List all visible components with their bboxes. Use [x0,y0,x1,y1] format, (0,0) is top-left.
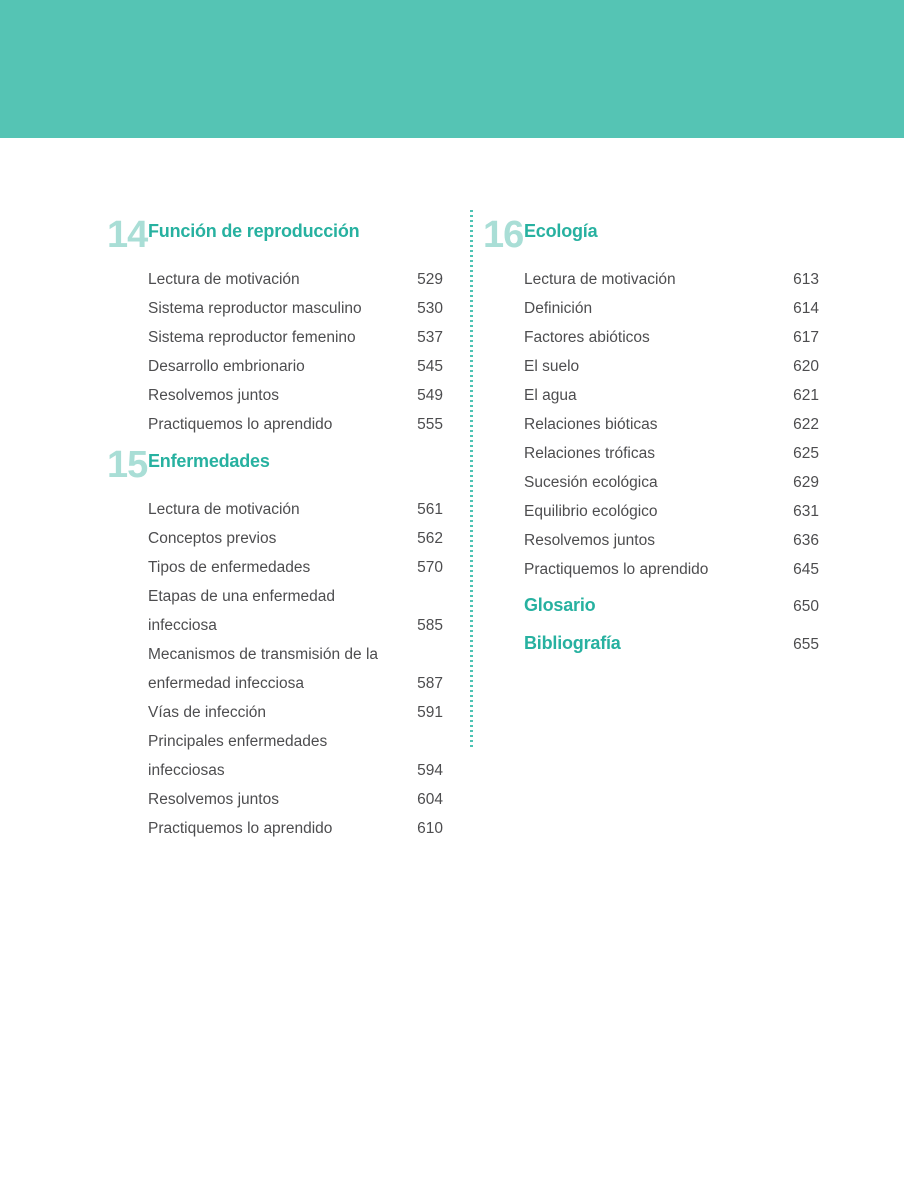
chapter-title: Ecología [524,221,598,241]
toc-entry [148,323,443,352]
entry-page: 645 [793,561,819,578]
entry-label: Conceptos previos [148,530,277,547]
entry-label: Lectura de motivación [148,501,300,518]
entry-page: 530 [417,300,443,317]
chapter-header [483,214,819,256]
entry-page: 562 [417,530,443,547]
entry-label: Lectura de motivación [524,271,676,288]
section-page: 655 [793,636,819,653]
entry-label: Resolvemos juntos [148,791,279,808]
entry-label: Equilibrio ecológico [524,503,658,520]
entry-label: Sistema reproductor masculino [148,300,362,317]
chapter-number: 16 [483,214,524,256]
entry-label: Lectura de motivación [148,271,300,288]
chapter-15-section [107,444,443,843]
chapter-title: Función de reproducción [148,221,360,241]
column-divider [470,210,473,750]
chapter-entries [483,265,819,584]
toc-entry [524,526,819,555]
entry-page: 621 [793,387,819,404]
toc-entry [524,439,819,468]
chapter-number: 15 [107,444,148,486]
entry-page: 631 [793,503,819,520]
entry-label: Practiquemos lo aprendido [148,820,333,837]
chapter-entries [107,495,443,843]
entry-page: 585 [417,617,443,634]
toc-entry [524,323,819,352]
toc-entry [148,553,443,582]
entry-page: 537 [417,329,443,346]
entry-label: Desarrollo embrionario [148,358,305,375]
entry-label: Relaciones bióticas [524,416,658,433]
chapter-title: Enfermedades [148,451,270,471]
entry-page: 613 [793,271,819,288]
entry-page: 545 [417,358,443,375]
chapter-entries [107,265,443,439]
entry-page: 591 [417,704,443,721]
toc-entry [524,468,819,497]
toc-entry [524,555,819,584]
entry-page: 614 [793,300,819,317]
toc-entry [524,381,819,410]
toc-entry [148,814,443,843]
entry-label: Resolvemos juntos [524,532,655,549]
entry-label: Definición [524,300,593,317]
toc-entry [148,640,443,698]
toc-entry [148,381,443,410]
entry-label: Factores abióticos [524,329,650,346]
toc-right-column [483,214,819,670]
section-title: Glosario [524,595,596,615]
toc-entry [524,352,819,381]
toc-entry [148,698,443,727]
entry-label: Resolvemos juntos [148,387,279,404]
entry-label: Sistema reproductor femenino [148,329,356,346]
toc-entry [524,294,819,323]
bibliografia-row [524,632,819,656]
section-title: Bibliografía [524,633,621,653]
entry-page: 636 [793,532,819,549]
toc-entry [148,785,443,814]
entry-page: 620 [793,358,819,375]
glosario-row [524,594,819,618]
entry-label: Sucesión ecológica [524,474,658,491]
entry-page: 604 [417,791,443,808]
entry-page: 629 [793,474,819,491]
chapter-14-section [107,214,443,439]
entry-label: Practiquemos lo aprendido [148,416,333,433]
entry-label: Relaciones tróficas [524,445,655,462]
toc-entry [148,294,443,323]
entry-page: 529 [417,271,443,288]
entry-page: 594 [417,762,443,779]
toc-entry [148,727,443,785]
chapter-16-section [483,214,819,584]
toc-entry [148,410,443,439]
toc-entry [524,410,819,439]
chapter-header [107,444,443,486]
header-band [0,0,904,138]
toc-entry [148,524,443,553]
entry-label: Vías de infección [148,704,267,721]
chapter-number: 14 [107,214,148,256]
entry-page: 555 [417,416,443,433]
entry-page: 625 [793,445,819,462]
entry-label: Tipos de enfermedades [148,559,311,576]
entry-page: 561 [417,501,443,518]
entry-label: El suelo [524,358,580,375]
section-page: 650 [793,598,819,615]
toc-entry [524,497,819,526]
entry-label: Mecanismos de transmisión de la enfermedad infecciosa [148,646,379,692]
toc-entry [148,582,443,640]
entry-page: 617 [793,329,819,346]
entry-label: Etapas de una enfermedad infecciosa [148,588,335,634]
back-matter-sections [524,594,819,656]
toc-left-column [107,214,443,843]
entry-page: 587 [417,675,443,692]
toc-entry [148,352,443,381]
entry-page: 622 [793,416,819,433]
entry-page: 549 [417,387,443,404]
entry-label: El agua [524,387,577,404]
toc-entry [148,265,443,294]
toc-entry [524,265,819,294]
entry-label: Principales enfermedades infecciosas [148,733,328,779]
entry-label: Practiquemos lo aprendido [524,561,709,578]
entry-page: 610 [417,820,443,837]
entry-page: 570 [417,559,443,576]
toc-entry [148,495,443,524]
chapter-header [107,214,443,256]
